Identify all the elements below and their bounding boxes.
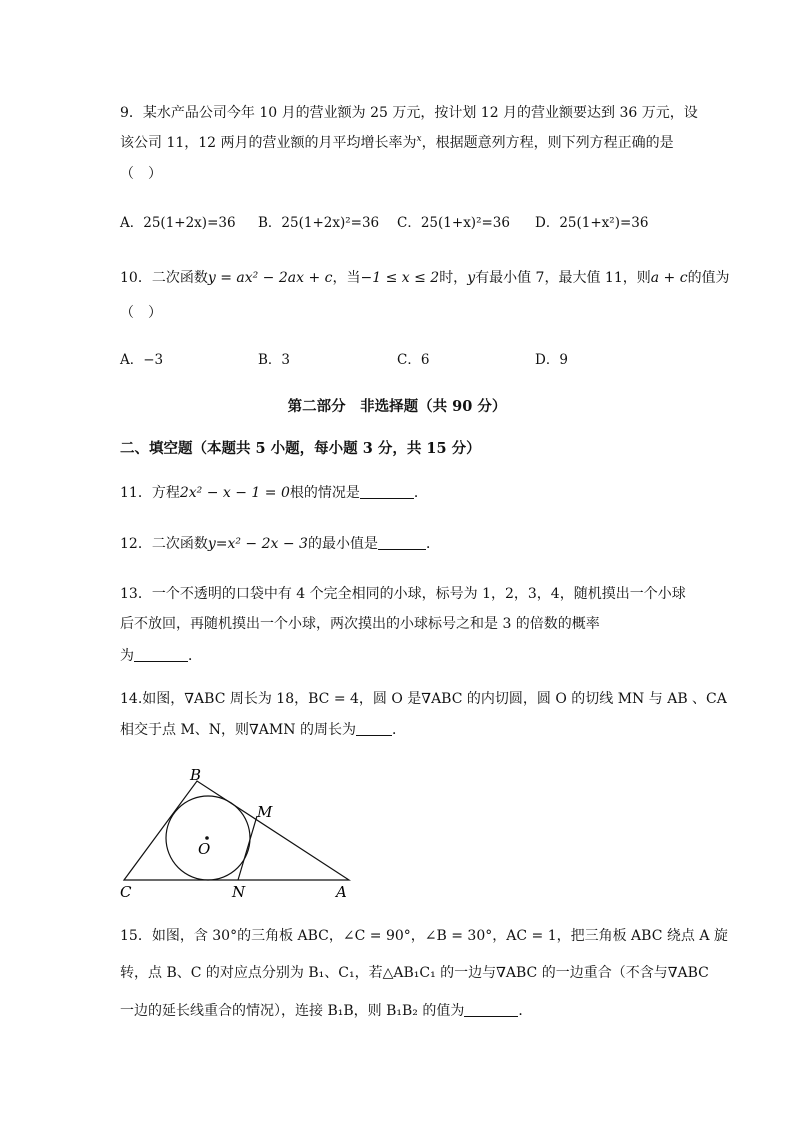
q10-option-c-text: 6 <box>420 352 430 368</box>
q10-option-a-text: −3 <box>143 352 164 368</box>
q10-line1 <box>120 268 730 288</box>
q10-option-b-label: B． <box>258 352 282 368</box>
q15-line2: 转，点 B、C 的对应点分别为 B₁、C₁，若△AB₁C₁ 的一边与∇ABC 的一边重合（不含与∇ABC <box>120 965 709 981</box>
q10-line1e: 的值为 <box>687 270 730 286</box>
q10-option-c-label: C． <box>397 352 421 368</box>
q13-answer-blank[interactable] <box>134 647 188 662</box>
q14-line2-text: 相交于点 M、N，则∇AMN 的周长为 <box>120 722 356 738</box>
q9-option-b-label: B． <box>258 215 282 231</box>
part2-title: 第二部分 非选择题（共 90 分） <box>287 398 507 415</box>
label-m: M <box>257 803 273 821</box>
q10-paren: （ ） <box>120 305 162 321</box>
q9-option-b[interactable] <box>258 213 379 233</box>
q15-line3 <box>120 1001 532 1021</box>
q11-rest: 根的情况是 <box>289 485 360 501</box>
q9-option-c-text: 25(1+x)²=36 <box>420 215 510 231</box>
q9-line1: 9．某水产品公司今年 10 月的营业额为 25 万元，按计划 12 月的营业额要达到 36 万元，设 <box>120 105 698 121</box>
q9-line2 <box>120 133 674 153</box>
q13-line1: 13．一个不透明的口袋中有 4 个完全相同的小球，标号为 1，2，3，4，随机摸出一个小球 <box>120 586 686 602</box>
q9-option-d-text: 25(1+x²)=36 <box>559 215 649 231</box>
q14-figure <box>110 760 370 905</box>
q9-paren: （ ） <box>120 166 162 182</box>
q10-line1d: 有最小值 7，最大值 11，则 <box>475 270 651 286</box>
q9-option-b-text: 25(1+2x)²=36 <box>281 215 380 231</box>
q10-func: y = ax² − 2ax + c <box>207 270 333 286</box>
q9-line2a: 该公司 11，12 两月的营业额的月平均增长率为 <box>120 135 417 151</box>
q9-option-c[interactable] <box>397 213 510 233</box>
q11-answer-blank[interactable] <box>360 484 414 499</box>
q13-line3 <box>120 646 202 666</box>
q14-answer-blank[interactable] <box>356 721 392 736</box>
triangle-abc <box>124 781 349 880</box>
q12-end: ． <box>425 536 440 552</box>
q12-rest: 的最小值是 <box>307 536 378 552</box>
q14-line1: 14.如图，∇ABC 周长为 18，BC = 4，圆 O 是∇ABC 的内切圆，圆 O 的切线 MN 与 AB 、CA <box>120 691 727 707</box>
q11-num: 11．方程 <box>120 485 180 501</box>
section2-title: 二、填空题（本题共 5 小题，每小题 3 分，共 15 分） <box>120 440 481 457</box>
q12-answer-blank[interactable] <box>378 535 426 550</box>
q9-option-a-label: A． <box>120 215 144 231</box>
q15-end: ． <box>518 1003 533 1019</box>
q15-answer-blank[interactable] <box>464 1002 518 1017</box>
q10-y: y <box>467 270 476 286</box>
q10-option-a[interactable] <box>120 350 163 370</box>
q9-option-d-label: D． <box>535 215 560 231</box>
q10-option-d-label: D． <box>535 352 560 368</box>
q10-option-b-text: 3 <box>281 352 291 368</box>
q10-line1a: 10．二次函数 <box>120 270 208 286</box>
q13-line3-text: 为 <box>120 648 134 664</box>
q9-option-c-label: C． <box>397 215 421 231</box>
q9-option-d[interactable] <box>535 213 648 233</box>
q12-eq: y=x² − 2x − 3 <box>207 536 308 552</box>
label-o: O <box>198 840 211 858</box>
q13-end: ． <box>188 648 202 664</box>
q10-option-b[interactable] <box>258 350 290 370</box>
q10-option-d[interactable] <box>535 350 568 370</box>
q14-end: ． <box>391 722 406 738</box>
q10-cond: −1 ≤ x ≤ 2 <box>360 270 440 286</box>
q9-option-a[interactable] <box>120 213 236 233</box>
q10-option-c[interactable] <box>397 350 429 370</box>
q10-option-a-label: A． <box>120 352 144 368</box>
q15-line1: 15．如图，含 30°的三角板 ABC，∠C = 90°，∠B = 30°，AC = 1，把三角板 ABC 绕点 A 旋 <box>120 928 728 944</box>
q11-eq: 2x² − x − 1 = 0 <box>179 485 290 501</box>
q9-line2b: ，根据题意列方程，则下列方程正确的是 <box>421 135 674 151</box>
q11-line <box>120 483 428 503</box>
q9-option-a-text: 25(1+2x)=36 <box>143 215 236 231</box>
label-c: C <box>120 883 132 901</box>
q9-var: x <box>416 134 422 144</box>
label-n: N <box>232 883 246 901</box>
q11-end: ． <box>413 485 428 501</box>
q12-line <box>120 534 440 554</box>
label-a: A <box>336 883 347 901</box>
label-b: B <box>190 766 202 784</box>
q10-expr: a + c <box>650 270 688 286</box>
q10-line1b: ，当 <box>332 270 361 286</box>
q15-line3-text: 一边的延长线重合的情况），连接 B₁B，则 B₁B₂ 的值为 <box>120 1003 465 1019</box>
q13-line2: 后不放回，再随机摸出一个小球，两次摸出的小球标号之和是 3 的倍数的概率 <box>120 616 600 632</box>
q14-line2 <box>120 720 406 740</box>
q10-line1c: 时， <box>439 270 468 286</box>
q10-option-d-text: 9 <box>559 352 568 368</box>
q12-num: 12．二次函数 <box>120 536 208 552</box>
